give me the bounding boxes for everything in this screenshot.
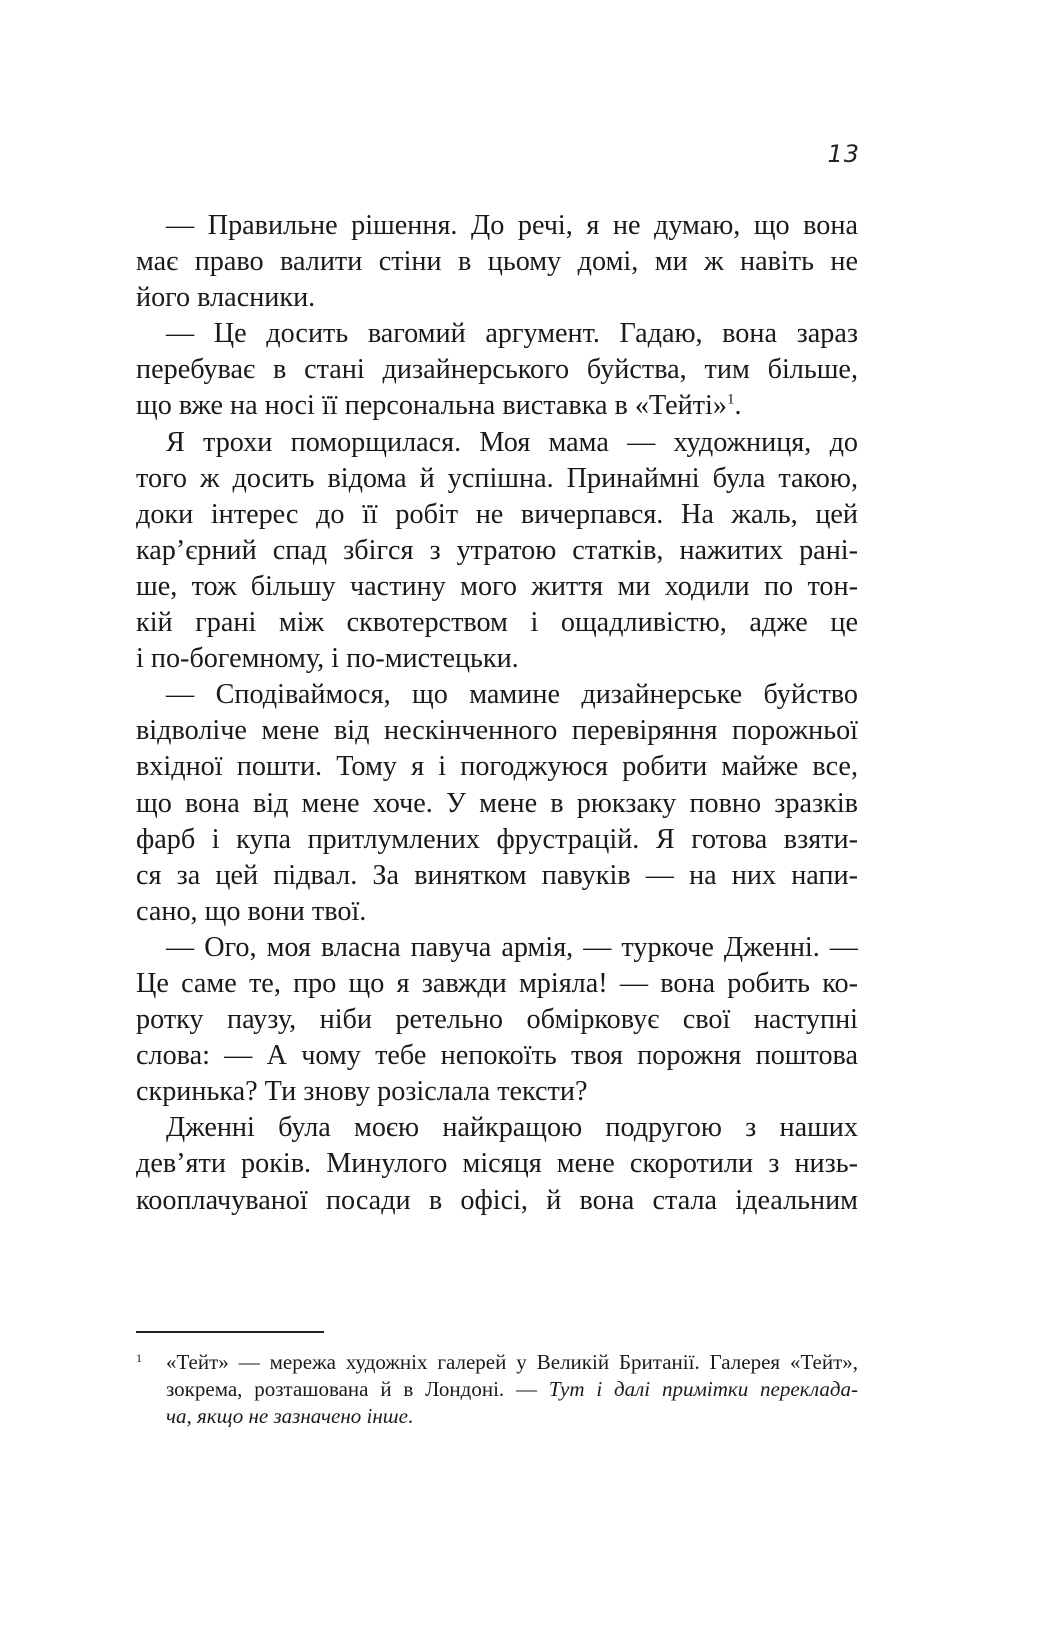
footnote-body — [166, 1349, 858, 1430]
text-line: що вона від мене хоче. У мене в рюкзаку повно зразків — [136, 787, 858, 819]
footnote-divider — [136, 1331, 324, 1333]
text-line: фарб і купа притлумлених фрустрацій. Я готова взяти- — [136, 823, 858, 855]
text-line: дев’яти років. Минулого місяця мене скоротили з низь- — [136, 1148, 858, 1180]
text-line: — Сподіваймося, що мамине дизайнерське буйство — [166, 679, 858, 711]
text-line: кар’єрний спад збігся з утратою статків, нажитих рані- — [136, 534, 858, 566]
text-line: його власники. — [136, 282, 316, 314]
text-line: ротку паузу, ніби ретельно обмірковує свої наступні — [136, 1004, 858, 1036]
footnote-italic-text: Тут і далі примітки переклада- — [548, 1377, 858, 1401]
text-line: слова: — А чому тебе непокоїть твоя порожня поштова — [136, 1040, 858, 1072]
text-line: — Правильне рішення. До речі, я не думаю, що вона — [166, 210, 858, 241]
footnote-line — [166, 1403, 858, 1430]
footnote-line: «Тейт» — мережа художніх галерей у Великій Британії. Галерея «Тейт», — [166, 1350, 858, 1374]
text-line: ше, тож більшу частину мого життя ми ходили по тон- — [136, 570, 858, 602]
text-line: кій грані між сквотерством і ощадливістю, адже це — [136, 607, 858, 639]
text-line: ся за цей підвал. За винятком павуків — на них напи- — [136, 859, 858, 891]
text-line: відволіче мене від нескінченного перевіряння порожньої — [136, 715, 858, 747]
text-line: Я трохи поморщилася. Моя мама — художниця, до — [166, 426, 858, 458]
text-line: вхідної пошти. Тому я і погоджуюся робити майже все, — [136, 751, 858, 783]
body-text — [136, 208, 858, 1219]
footnote-line — [166, 1376, 858, 1403]
text-line: — Ого, моя власна павуча армія, — туркоче Дженні. — — [166, 931, 858, 963]
text-line: скринька? Ти знову розіслала тексти? — [136, 1076, 588, 1108]
footnote — [136, 1349, 858, 1430]
text-line — [136, 388, 858, 424]
text-line: того ж досить відома й успішна. Принаймні була такою, — [136, 462, 858, 494]
text-line: і по-богемному, і по-мистецьки. — [136, 643, 519, 675]
text-line: має право валити стіни в цьому домі, ми ж навіть не — [136, 246, 858, 278]
text-line: Дженні була моєю найкращою подругою з наших — [166, 1112, 858, 1144]
text-line-content: що вже на носі її персональна виставка в «Тейті» — [136, 390, 727, 422]
footnote-reference: 1 — [726, 392, 735, 409]
text-line: кооплачуваної посади в офісі, й вона стала ідеальним — [136, 1184, 858, 1216]
footnote-text: зокрема, розташована й в Лондоні. — — [166, 1377, 549, 1401]
period: . — [734, 390, 742, 422]
footnote-marker: 1 — [136, 1351, 142, 1365]
period: . — [407, 1404, 414, 1428]
text-line: доки інтерес до її робіт не вичерпався. На жаль, цей — [136, 498, 858, 530]
page-number: 13 — [827, 140, 860, 168]
text-line: — Це досить вагомий аргумент. Гадаю, вона зараз — [166, 318, 858, 350]
footnote-italic-text: ча, якщо не зазначено інше — [166, 1404, 408, 1428]
text-line: перебуває в стані дизайнерського буйства, тим більше, — [136, 354, 858, 386]
text-line: Це саме те, про що я завжди мріяла! — вона робить ко- — [136, 967, 858, 999]
text-line: сано, що вони твої. — [136, 895, 367, 927]
